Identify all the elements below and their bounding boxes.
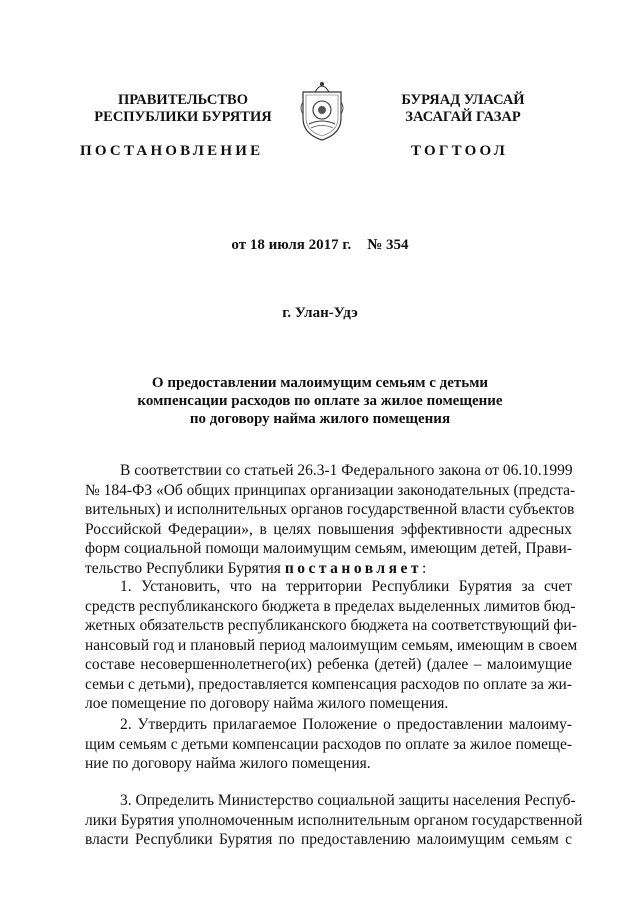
text-fragment: тельство Республики Бурятия: [85, 559, 281, 577]
decree-title: [120, 374, 520, 428]
text-line: семьи с детьми), предоставляется компенсация расходов по оплате за жи-: [85, 675, 572, 693]
item-2-paragraph: [85, 715, 572, 774]
text-line: № 184-ФЗ «Об общих принципах организации законодательных (предста-: [85, 481, 576, 499]
government-name-bua-line1: БУРЯАД УЛАСАЙ: [401, 92, 525, 108]
government-name-bua: [368, 92, 558, 126]
decree-word: постановляет: [284, 559, 422, 577]
text-line: средств республиканского бюджета в пределах выделенных лимитов бюд-: [85, 597, 576, 615]
doc-type-ru: ПОСТАНОВЛЕНИЕ: [80, 143, 264, 159]
title-line: О предоставлении малоимущим семьям с детьми: [151, 375, 489, 391]
text-line: нансовый год и плановый период малоимущим семьям, имеющим в своем: [85, 636, 578, 654]
coat-of-arms-icon: [297, 78, 347, 144]
item-3-paragraph: [85, 791, 583, 850]
colon: :: [421, 559, 427, 577]
decree-city: г. Улан-Удэ: [282, 305, 358, 321]
text-line: 1. Установить, что на территории Республики Бурятия за счет: [120, 578, 572, 595]
title-line: компенсации расходов по оплате за жилое помещение: [137, 393, 503, 409]
preamble-paragraph: [85, 461, 576, 578]
text-line: вительных) и исполнительных органов государственной власти субъектов: [85, 501, 575, 518]
text-line: 2. Утвердить прилагаемое Положение о предоставлении малоиму-: [120, 716, 572, 733]
title-line: по договору найма жилого помещения: [189, 411, 451, 427]
decree-date: от 18 июля 2017 г.: [231, 237, 352, 253]
text-line: жетных обязательств республиканского бюджета на соответствующий фи-: [85, 617, 577, 634]
government-name-ru-line1: ПРАВИТЕЛЬСТВО: [118, 92, 248, 108]
government-name-ru: [88, 92, 278, 126]
government-name-bua-line2: ЗАСАГАЙ ГАЗАР: [405, 109, 521, 125]
text-line: лое помещение по договору найма жилого помещения.: [85, 695, 449, 712]
text-line: Российской Федерации», в целях повышения эффективности адресных: [85, 520, 572, 538]
date-number-line: [0, 237, 640, 254]
government-name-ru-line2: РЕСПУБЛИКИ БУРЯТИЯ: [94, 109, 272, 125]
text-line: лики Бурятия уполномоченным исполнительным органом государственной: [85, 811, 583, 829]
decree-number: № 354: [367, 237, 409, 253]
text-line: власти Республики Бурятия по предоставлению малоимущим семьям с: [85, 831, 572, 848]
text-line: В соответствии со статьей 26.3-1 Федерального закона от 06.10.1999: [120, 462, 573, 479]
text-line: форм социальной помощи малоимущим семьям, имеющим детей, Прави-: [85, 540, 572, 557]
item-1-paragraph: [85, 577, 578, 714]
text-line: ние по договору найма жилого помещения.: [85, 755, 371, 772]
text-line: щим семьям с детьми компенсации расходов по оплате за жилое помеще-: [85, 735, 572, 753]
doc-type-bua: ТОГТООЛ: [411, 143, 508, 159]
text-line: 3. Определить Министерство социальной защиты населения Респуб-: [120, 792, 576, 809]
text-line: составе несовершеннолетнего(их) ребенка (детей) (далее – малоимущие: [85, 656, 572, 673]
text-line: [85, 559, 572, 579]
